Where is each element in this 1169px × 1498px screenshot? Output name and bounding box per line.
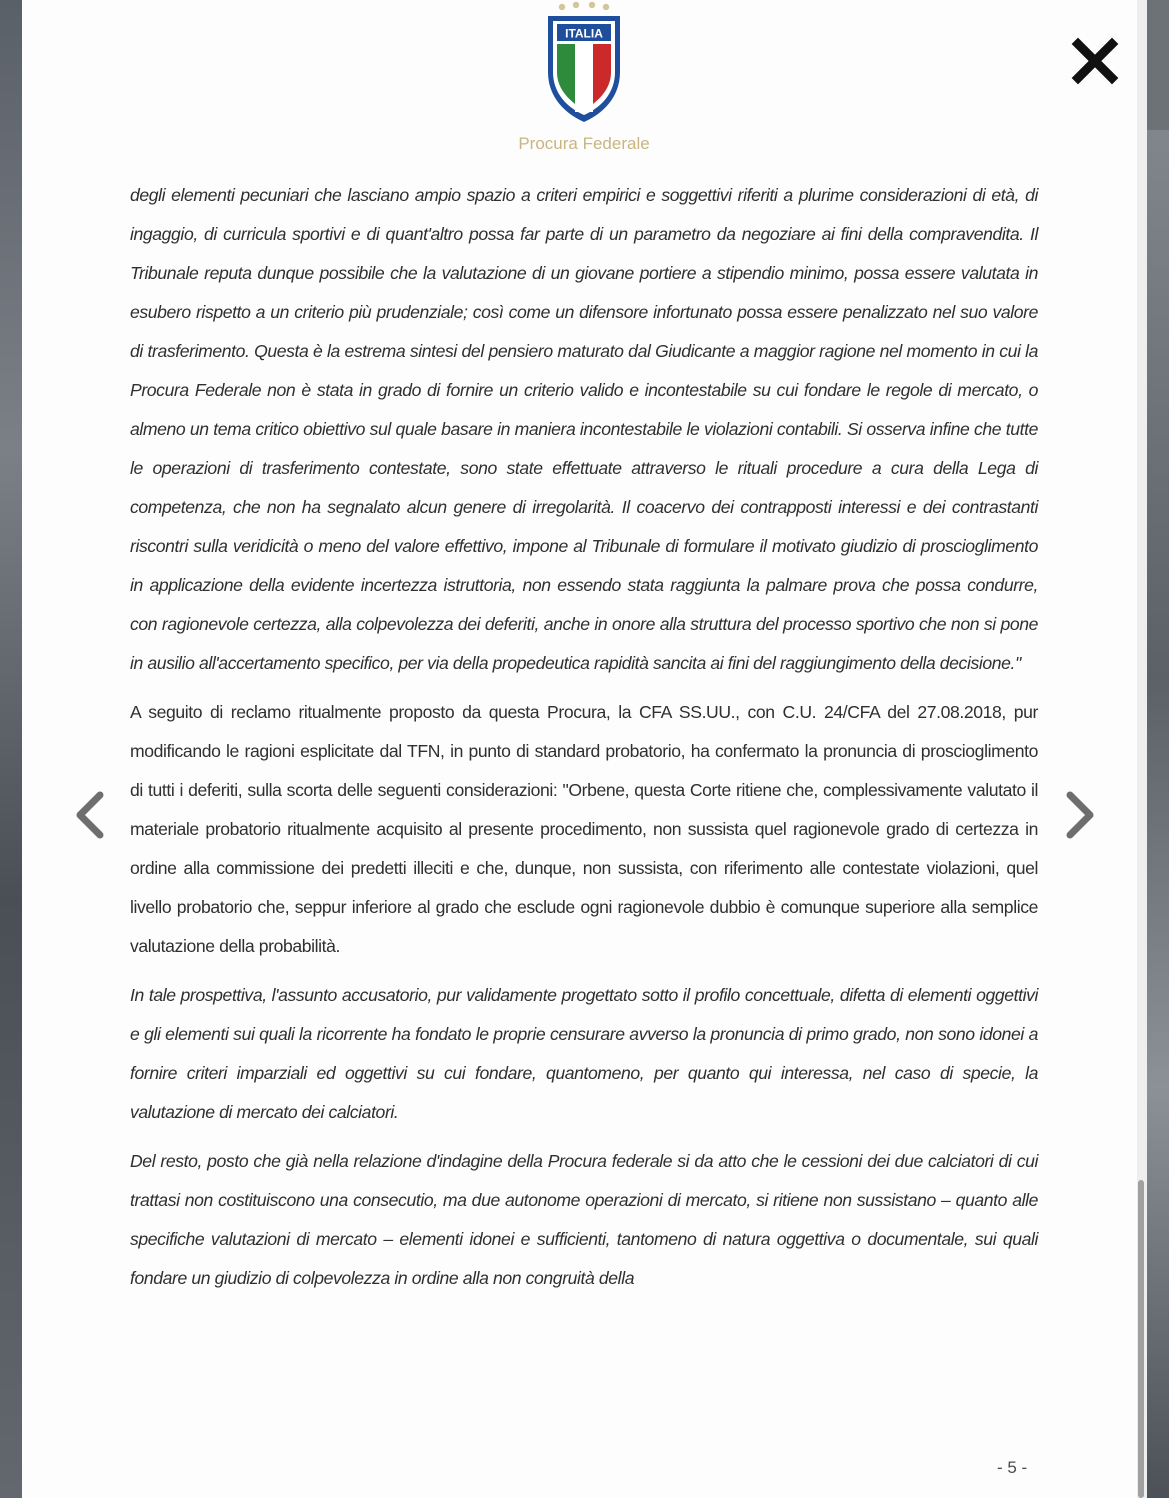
close-icon: [1070, 36, 1120, 86]
paragraph-2: A seguito di reclamo ritualmente proposto da questa Procura, la CFA SS.UU., con C.U. 24/CFA del 27.08.2018, pur modificando le ragioni esplicitate dal TFN, in punto di standard probatorio, ha confermato la pronuncia di proscioglimento di tutti i deferiti, sulla scorta delle seguenti considerazioni: "Orbene, questa Corte ritiene che, complessivamente valutato il materiale probatorio ritualmente acquisito al presente procedimento, non sussista quel ragionevole grado di certezza in ordine alla commissione dei predetti illeciti e che, dunque, non sussista, con riferimento alle contestate violazioni, quel livello probatorio che, seppur inferiore al grado che esclude ogni ragionevole dubbio è comunque superiore alla semplice valutazione della probabilità.: [130, 702, 1038, 956]
chevron-left-icon: [70, 785, 110, 845]
image-viewer: [22, 0, 1147, 1498]
document-page: [22, 0, 1137, 1498]
paragraph-4: Del resto, posto che già nella relazione d'indagine della Procura federale si da atto che le cessioni dei due calciatori di cui trattasi non costituiscono una consecutio, ma due autonome operazioni di mercato, si ritiene non sussistano – quanto alle specifiche valutazioni di mercato – elementi idonei e sufficienti, tantomeno di natura oggettiva o documentale, sui quali fondare un giudizio di colpevolezza in ordine alla non congruità della: [130, 1151, 1038, 1288]
background-left-edge: [0, 0, 22, 1498]
page-number: - 5 -: [997, 1458, 1028, 1477]
scrollbar-thumb[interactable]: [1138, 1180, 1144, 1498]
chevron-right-icon: [1060, 785, 1100, 845]
logo-text: ITALIA: [565, 26, 603, 41]
close-button[interactable]: [1070, 36, 1120, 86]
background-right-edge: [1147, 130, 1169, 1498]
figc-shield-logo: [542, 0, 626, 130]
logo-caption: Procura Federale: [518, 134, 650, 153]
previous-button[interactable]: [68, 780, 112, 850]
next-button[interactable]: [1058, 780, 1102, 850]
document-body: [130, 176, 1038, 1308]
paragraph-1: degli elementi pecuniari che lasciano ampio spazio a criteri empirici e soggettivi riferiti a plurime considerazioni di età, di ingaggio, di curricula sportivi e di quant'altro possa far parte di un parametro da negoziare ai fini della compravendita. Il Tribunale reputa dunque possibile che la valutazione di un giovane portiere a stipendio minimo, possa essere valutata in esubero rispetto a un criterio più prudenziale; così come un difensore infortunato possa essere penalizzato nel suo valore di trasferimento. Questa è la estrema sintesi del pensiero maturato dal Giudicante a maggior ragione nel momento in cui la Procura Federale non è stata in grado di fornire un criterio valido e incontestabile su cui fondare le regole di mercato, o almeno un tema critico obiettivo sul quale basare in maniera incontestabile le violazioni contabili. Si osserva infine che tutte le operazioni di trasferimento contestate, sono state effettuate attraverso le rituali procedure a cura della Lega di competenza, che non ha segnalato alcun genere di irregolarità. Il coacervo dei contrapposti interessi e dei contrastanti riscontri sulla veridicità o meno del valore effettivo, impone al Tribunale di formulare il motivato giudizio di proscioglimento in applicazione della evidente incertezza istruttoria, non essendo stata raggiunta la palmare prova che possa condurre, con ragionevole certezza, alla colpevolezza dei deferiti, anche in onore alla struttura del processo sportivo che non si pone in ausilio all'accertamento specifico, per via della propedeutica rapidità sancita ai fini del raggiungimento della decisione.": [130, 185, 1038, 673]
paragraph-3: In tale prospettiva, l'assunto accusatorio, pur validamente progettato sotto il profilo concettuale, difetta di elementi oggettivi e gli elementi sui quali la ricorrente ha fondato le proprie censurare avverso la pronuncia di primo grado, non sono idonei a fornire criteri imparziali ed oggettivi su cui fondare, quantomeno, per quanto qui interessa, nel caso di specie, la valutazione di mercato dei calciatori.: [130, 985, 1038, 1122]
stars: [559, 2, 609, 10]
